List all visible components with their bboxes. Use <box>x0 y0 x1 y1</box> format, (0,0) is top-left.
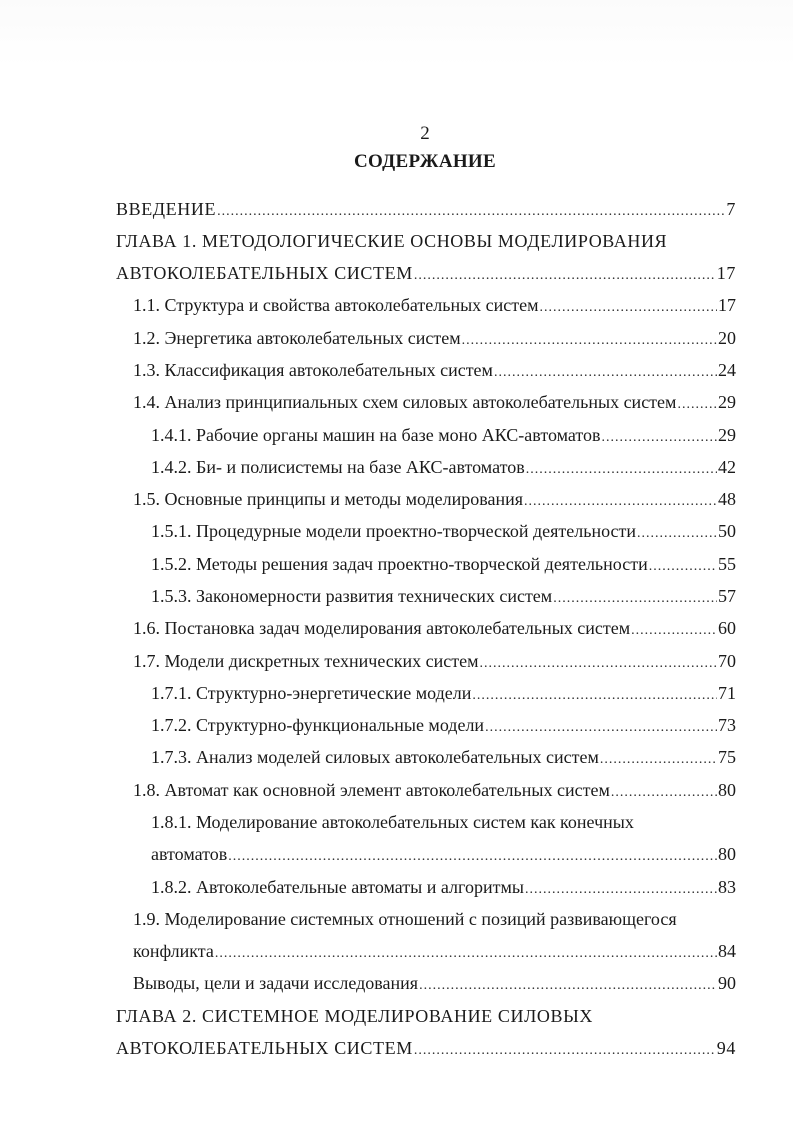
dot-leader <box>472 685 717 707</box>
toc-entry-title: ВВЕДЕНИЕ <box>116 199 217 219</box>
toc-entry-page: 84 <box>718 941 736 961</box>
toc-entry-1-4-2[interactable] <box>151 456 736 481</box>
toc-entry-page: 17 <box>716 263 736 283</box>
toc-entry-page: 24 <box>718 360 736 380</box>
dot-leader <box>525 879 717 901</box>
toc-entry-title: 1.7.3. Анализ моделей силовых автоколебательных систем <box>151 747 599 767</box>
toc-entry-1-7-3[interactable] <box>151 746 736 771</box>
toc-entry-1-4[interactable] <box>133 391 736 416</box>
toc-entry-title: 1.8.2. Автоколебательные автоматы и алгоритмы <box>151 877 524 897</box>
toc-entry-1-9[interactable] <box>133 940 736 965</box>
toc-entry-introduction[interactable] <box>116 198 736 223</box>
toc-entry-1-3[interactable] <box>133 359 736 384</box>
toc-entry-title: 1.5.2. Методы решения задач проектно-творческой деятельности <box>151 554 648 574</box>
toc-entry-1-8[interactable] <box>133 779 736 804</box>
toc-entry-title: 1.6. Постановка задач моделирования автоколебательных систем <box>133 618 631 638</box>
toc-entry-1-7-2[interactable] <box>151 714 736 739</box>
dot-leader <box>494 362 717 384</box>
dot-leader <box>228 846 717 868</box>
toc-entry-title: 1.4. Анализ принципиальных схем силовых автоколебательных систем <box>133 392 677 412</box>
toc-entry-page: 70 <box>718 651 736 671</box>
toc-entry-title: 1.1. Структура и свойства автоколебательных систем <box>133 295 539 315</box>
dot-leader <box>637 523 717 545</box>
toc-entry-page: 83 <box>718 877 736 897</box>
toc-entry-1-5-3[interactable] <box>151 585 736 610</box>
toc-entry-page: 55 <box>718 554 736 574</box>
toc-chapter-1-line1: ГЛАВА 1. МЕТОДОЛОГИЧЕСКИЕ ОСНОВЫ МОДЕЛИРОВАНИЯ <box>116 231 668 251</box>
dot-leader <box>485 717 717 739</box>
toc-entry-page: 42 <box>718 457 736 477</box>
dot-leader <box>649 556 717 578</box>
toc-entry-chapter-1[interactable] <box>116 262 736 287</box>
toc-entry-title: 1.3. Классификация автоколебательных систем <box>133 360 493 380</box>
toc-entry-title: конфликта <box>133 941 214 961</box>
toc-entry-page: 60 <box>718 618 736 638</box>
toc-entry-1-7-1[interactable] <box>151 682 736 707</box>
toc-entry-1-4-1[interactable] <box>151 424 736 449</box>
toc-entry-page: 94 <box>716 1038 736 1058</box>
toc-entry-page: 80 <box>718 844 736 864</box>
toc-entry-title: 1.4.1. Рабочие органы машин на базе моно АКС-автоматов <box>151 425 601 445</box>
toc-entry-page: 17 <box>718 295 736 315</box>
dot-leader <box>611 782 717 804</box>
dot-leader <box>217 201 725 223</box>
dot-leader <box>524 491 717 513</box>
dot-leader <box>677 394 717 416</box>
toc-entry-1-8-1-line1: 1.8.1. Моделирование автоколебательных систем как конечных <box>151 812 634 832</box>
toc-entry-1-6[interactable] <box>133 617 736 642</box>
toc-entry-title: автоматов <box>151 844 228 864</box>
toc-entry-page: 90 <box>718 973 736 993</box>
dot-leader <box>419 975 717 997</box>
dot-leader <box>414 265 716 287</box>
dot-leader <box>215 943 717 965</box>
toc-entry-page: 80 <box>718 780 736 800</box>
toc-entry-title: 1.5.1. Процедурные модели проектно-творческой деятельности <box>151 521 637 541</box>
toc-entry-page: 20 <box>718 328 736 348</box>
toc-entry-conclusions[interactable] <box>133 972 736 997</box>
toc-entry-title: 1.5.3. Закономерности развития технических систем <box>151 586 553 606</box>
toc-entry-title: 1.8. Автомат как основной элемент автоколебательных систем <box>133 780 610 800</box>
toc-entry-page: 73 <box>718 715 736 735</box>
dot-leader <box>526 459 717 481</box>
toc-entry-page: 7 <box>726 199 736 219</box>
dot-leader <box>540 297 717 319</box>
toc-entry-title: АВТОКОЛЕБАТЕЛЬНЫХ СИСТЕМ <box>116 263 413 283</box>
toc-entry-title: АВТОКОЛЕБАТЕЛЬНЫХ СИСТЕМ <box>116 1038 413 1058</box>
toc-entry-title: 1.4.2. Би- и полисистемы на базе АКС-автоматов <box>151 457 525 477</box>
toc-entry-1-2[interactable] <box>133 327 736 352</box>
toc-entry-1-7[interactable] <box>133 650 736 675</box>
dot-leader <box>602 427 717 449</box>
dot-leader <box>553 588 717 610</box>
toc-entry-1-1[interactable] <box>133 294 736 319</box>
toc-entry-page: 71 <box>718 683 736 703</box>
page-number: 2 <box>420 123 430 144</box>
dot-leader <box>631 620 717 642</box>
dot-leader <box>462 330 717 352</box>
page-title: СОДЕРЖАНИЕ <box>354 151 496 172</box>
toc-entry-title: 1.7.2. Структурно-функциональные модели <box>151 715 485 735</box>
toc-entry-1-5-1[interactable] <box>151 520 736 545</box>
toc-entry-title: 1.2. Энергетика автоколебательных систем <box>133 328 461 348</box>
dot-leader <box>480 653 717 675</box>
toc-entry-title: 1.7. Модели дискретных технических систем <box>133 651 479 671</box>
toc-entry-1-5[interactable] <box>133 488 736 513</box>
toc-entry-page: 48 <box>718 489 736 509</box>
toc-entry-title: 1.7.1. Структурно-энергетические модели <box>151 683 472 703</box>
dot-leader <box>600 749 717 771</box>
toc-entry-chapter-2[interactable] <box>116 1037 736 1062</box>
toc-entry-1-9-line1: 1.9. Моделирование системных отношений с позиций развивающегося <box>133 909 677 929</box>
toc-entry-1-8-1[interactable] <box>151 843 736 868</box>
dot-leader <box>414 1040 716 1062</box>
toc-entry-1-8-2[interactable] <box>151 876 736 901</box>
toc-entry-title: Выводы, цели и задачи исследования <box>133 973 419 993</box>
toc-entry-page: 57 <box>718 586 736 606</box>
toc-entry-page: 50 <box>718 521 736 541</box>
toc-entry-page: 29 <box>718 392 736 412</box>
toc-entry-page: 29 <box>718 425 736 445</box>
toc-chapter-2-line1: ГЛАВА 2. СИСТЕМНОЕ МОДЕЛИРОВАНИЕ СИЛОВЫХ <box>116 1006 593 1026</box>
toc-entry-title: 1.5. Основные принципы и методы моделирования <box>133 489 524 509</box>
toc-entry-page: 75 <box>718 747 736 767</box>
toc-entry-1-5-2[interactable] <box>151 553 736 578</box>
